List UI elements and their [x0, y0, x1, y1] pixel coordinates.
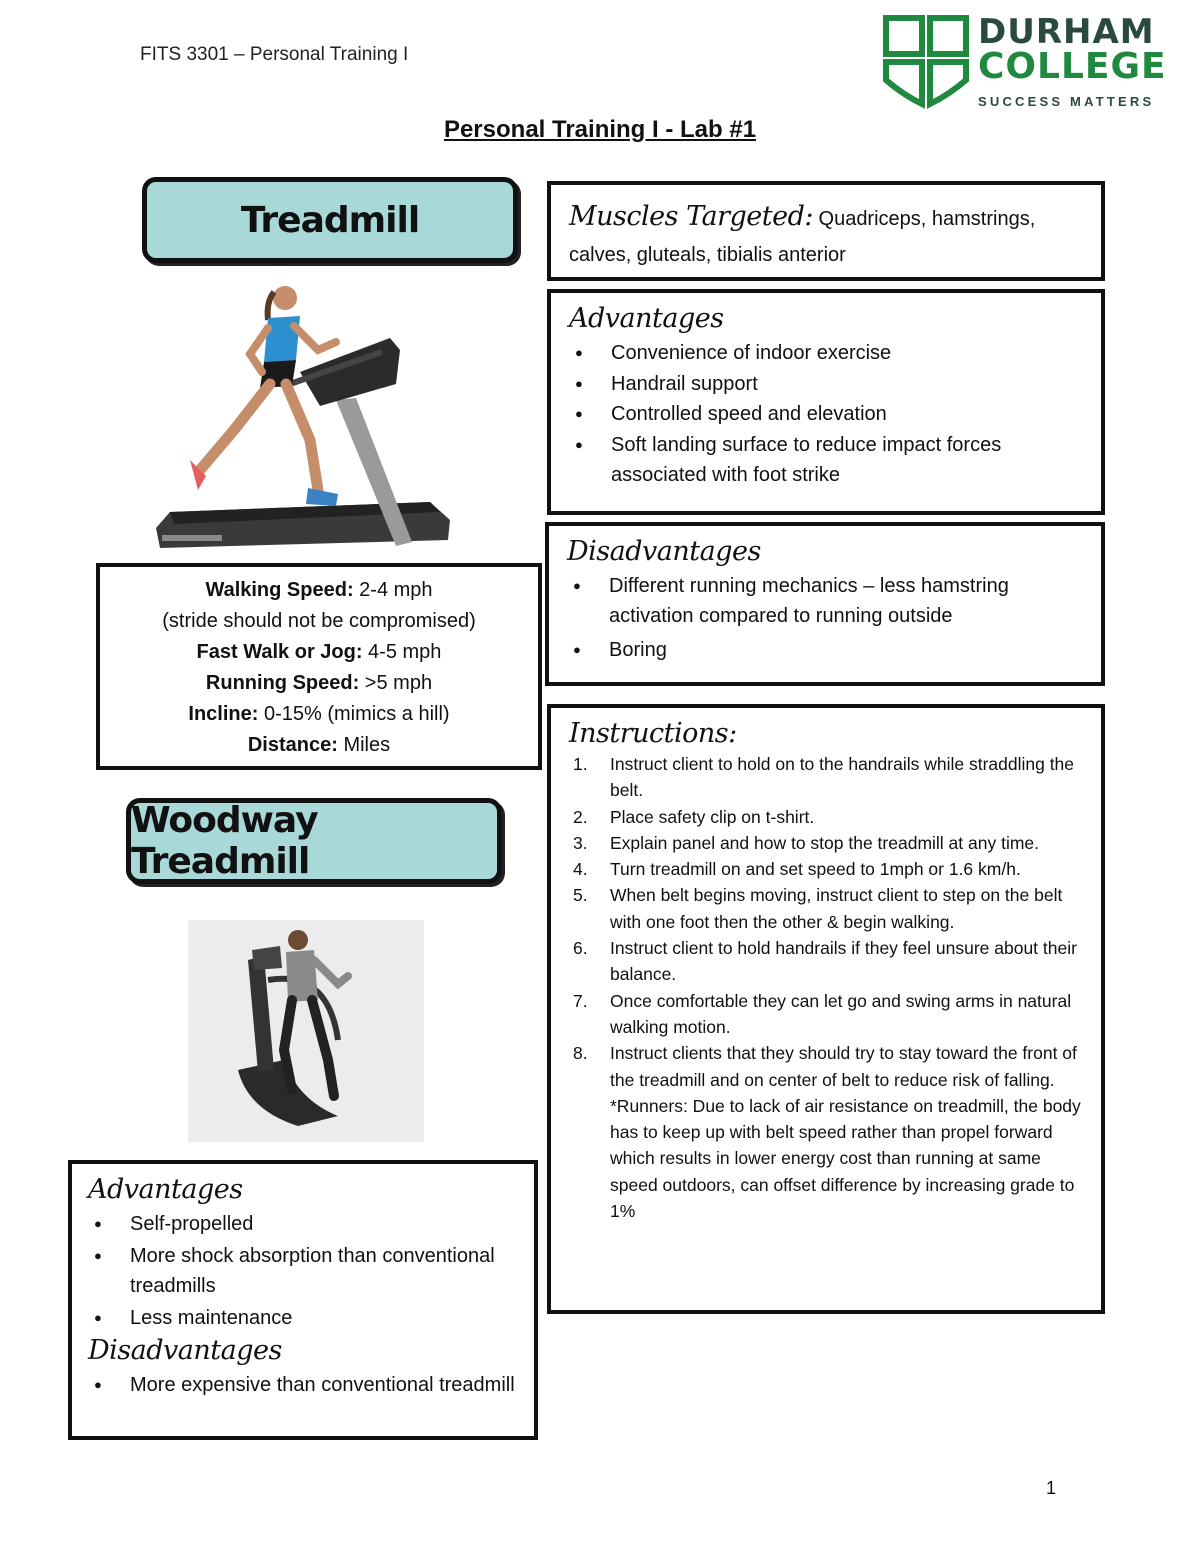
logo-text-durham: DURHAM [978, 12, 1155, 52]
woodway-heading: Woodway Treadmill [126, 798, 502, 884]
woodway-pros-cons [68, 1160, 538, 1440]
college-crest-icon [882, 14, 972, 110]
list-item: 8. Instruct clients that they should try to stay toward the front of the treadmill and on center of belt to reduce risk of falling. [573, 1043, 1077, 1090]
woodway-advantages-heading: Advantages [88, 1174, 243, 1205]
spec-incline [110, 699, 528, 730]
spec-label: Running Speed: [205, 672, 360, 694]
spec-value: Miles [337, 734, 391, 756]
treadmill-disadvantages [545, 522, 1105, 686]
spec-value: 2-4 mph [353, 579, 433, 601]
list-item: ● Boring [567, 635, 1083, 665]
treadmill-instructions [547, 704, 1105, 1314]
muscles-targeted [547, 181, 1105, 281]
muscles-label: Muscles Targeted: [569, 201, 813, 232]
step-text: Turn treadmill on and set speed to 1mph or 1.6 km/h. [610, 859, 1021, 880]
disadvantages-list [567, 571, 1083, 665]
treadmill-advantages [547, 289, 1105, 515]
logo-tagline: SUCCESS MATTERS [978, 94, 1155, 109]
step-text: Instruct client to hold handrails if they feel unsure about their balance. [610, 938, 1077, 985]
instructions-list [569, 751, 1083, 1093]
spec-label: Fast Walk or Jog: [196, 641, 363, 663]
spec-fast-walk [110, 637, 528, 668]
spec-label: Distance: [247, 734, 338, 756]
list-item: 3. Explain panel and how to stop the treadmill at any time. [573, 832, 1039, 853]
list-item: ● Self-propelled [88, 1209, 518, 1239]
spec-distance [110, 730, 528, 761]
list-item: 4. Turn treadmill on and set speed to 1mph or 1.6 km/h. [573, 859, 1021, 880]
woodway-runner-image [188, 920, 424, 1142]
spec-walking-speed [110, 575, 528, 606]
list-item: ● Soft landing surface to reduce impact forces associated with foot strike [569, 430, 1083, 491]
document-title-text: Personal Training I - Lab #1 [443, 116, 757, 143]
list-item: 5. When belt begins moving, instruct client to step on the belt with one foot then the other & begin walking. [573, 885, 1063, 932]
step-text: Explain panel and how to stop the treadmill at any time. [610, 832, 1039, 853]
step-text: Place safety clip on t-shirt. [610, 806, 815, 827]
spec-value: 4-5 mph [362, 641, 442, 663]
advantages-heading: Advantages [569, 303, 724, 334]
spec-label: Walking Speed: [205, 579, 354, 601]
spec-value: 0-15% (mimics a hill) [258, 703, 450, 725]
list-item: ● Less maintenance [88, 1303, 518, 1333]
step-text: Once comfortable they can let go and swing arms in natural walking motion. [610, 990, 1072, 1037]
list-item: 1. Instruct client to hold on to the handrails while straddling the belt. [573, 754, 1075, 801]
instructions-heading: Instructions: [569, 718, 737, 749]
treadmill-heading: Treadmill [142, 177, 518, 263]
page-number: 1 [1046, 1478, 1057, 1498]
course-header: FITS 3301 – Personal Training I [140, 44, 409, 65]
spec-stride-note [110, 606, 528, 637]
list-item: ● Different running mechanics – less hamstring activation compared to running outside [567, 571, 1083, 631]
woodway-advantages-list [88, 1209, 518, 1333]
list-item: 6. Instruct client to hold handrails if they feel unsure about their balance. [573, 938, 1077, 985]
advantages-list [569, 338, 1083, 491]
step-text: Instruct clients that they should try to stay toward the front of the treadmill and on center of belt to reduce risk of falling. [610, 1043, 1077, 1090]
treadmill-specs [96, 563, 542, 770]
spec-label: Incline: [188, 703, 259, 725]
list-item: ● Controlled speed and elevation [569, 399, 1083, 430]
treadmill-runner-image [150, 280, 454, 555]
document-title [0, 116, 1200, 144]
woodway-disadvantages-heading: Disadvantages [88, 1335, 282, 1366]
list-item: ● Handrail support [569, 369, 1083, 400]
list-item: ● More shock absorption than conventional treadmills [88, 1241, 518, 1301]
logo-text-college: COLLEGE [978, 46, 1167, 87]
list-item: ● Convenience of indoor exercise [569, 338, 1083, 369]
durham-college-logo [882, 14, 1167, 114]
spec-running-speed [110, 668, 528, 699]
step-text: When belt begins moving, instruct client to step on the belt with one foot then the other & begin walking. [610, 885, 1063, 932]
disadvantages-heading: Disadvantages [567, 536, 761, 567]
runners-note: *Runners: Due to lack of air resistance on treadmill, the body has to keep up with belt speed rather than propel forward which results in lower energy cost than running at same speed outdoors, can offset difference by increasing grade to 1% [610, 1095, 1081, 1222]
list-item: 2. Place safety clip on t-shirt. [573, 806, 815, 827]
woodway-disadvantages-list [88, 1370, 518, 1400]
list-item: ● More expensive than conventional treadmill [88, 1370, 518, 1400]
spec-value: >5 mph [359, 672, 433, 694]
muscles-value: Quadriceps, hamstrings, calves, gluteals, tibialis anterior [569, 208, 1036, 266]
step-text: Instruct client to hold on to the handrails while straddling the belt. [610, 754, 1075, 801]
spec-value: (stride should not be compromised) [162, 610, 476, 632]
list-item: 7. Once comfortable they can let go and swing arms in natural walking motion. [573, 990, 1072, 1037]
